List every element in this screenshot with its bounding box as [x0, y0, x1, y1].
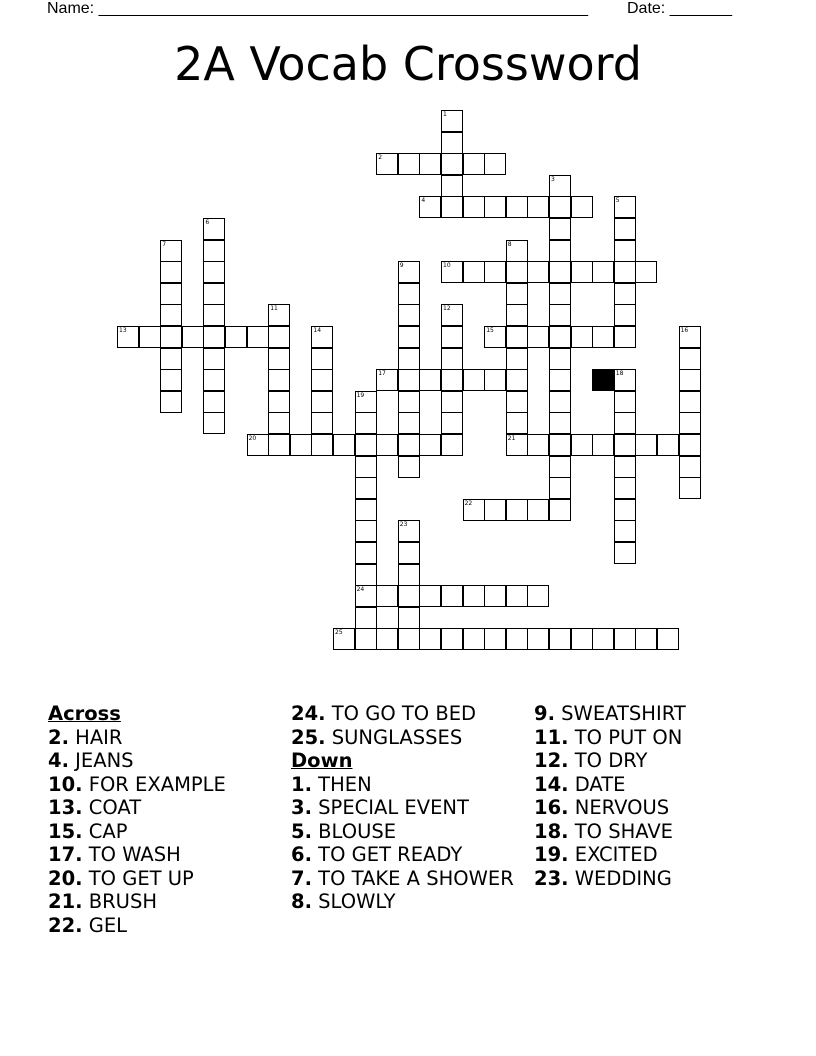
grid-cell[interactable] [117, 326, 139, 348]
grid-cell[interactable] [614, 304, 636, 326]
grid-cell[interactable] [527, 585, 549, 607]
grid-cell[interactable] [398, 326, 420, 348]
clue-item [291, 726, 531, 750]
clue-number: 17 [378, 370, 386, 378]
clue-item [48, 914, 288, 938]
grid-cell[interactable] [441, 369, 463, 391]
grid-cell[interactable] [679, 369, 701, 391]
grid-cell[interactable] [571, 628, 593, 650]
grid-cell[interactable] [549, 326, 571, 348]
clue-item-text: DATE [568, 772, 626, 796]
grid-cell[interactable] [398, 283, 420, 305]
grid-cell[interactable] [679, 348, 701, 370]
grid-cell[interactable] [527, 196, 549, 218]
clue-number: 22 [464, 499, 473, 507]
grid-cell[interactable] [441, 261, 463, 283]
grid-cell[interactable] [614, 520, 636, 542]
grid-cell[interactable] [635, 434, 657, 456]
clue-item [534, 702, 774, 726]
grid-cell[interactable] [506, 434, 528, 456]
grid-cell[interactable] [657, 434, 679, 456]
grid-cell[interactable] [484, 196, 506, 218]
grid-cell[interactable] [268, 412, 290, 434]
grid-cell[interactable] [506, 304, 528, 326]
grid-cell[interactable] [441, 348, 463, 370]
grid-cell[interactable] [398, 542, 420, 564]
grid-cell[interactable] [268, 369, 290, 391]
clue-item [48, 843, 288, 867]
grid-cell[interactable] [592, 628, 614, 650]
grid-cell[interactable] [679, 326, 701, 348]
clue-item-text: TO WASH [82, 843, 181, 866]
grid-cell[interactable] [398, 434, 420, 456]
grid-cell[interactable] [355, 477, 377, 499]
clue-item [534, 867, 774, 891]
grid-cell[interactable] [419, 628, 441, 650]
clue-item-number: 17. [48, 843, 83, 866]
clue-item-number: 8. [291, 890, 312, 913]
grid-cell[interactable] [463, 196, 485, 218]
grid-cell[interactable] [398, 369, 420, 391]
clue-item-number: 1. [291, 772, 312, 796]
clue-number: 16 [680, 327, 689, 334]
grid-cell[interactable] [484, 261, 506, 283]
grid-cell[interactable] [679, 434, 701, 456]
grid-cell[interactable] [441, 412, 463, 434]
grid-cell[interactable] [355, 585, 377, 607]
grid-cell[interactable] [268, 391, 290, 413]
grid-cell[interactable] [571, 326, 593, 348]
grid-cell[interactable] [160, 369, 182, 391]
grid-cell[interactable] [441, 132, 463, 154]
grid-cell[interactable] [679, 391, 701, 413]
clue-item-text: WEDDING [568, 866, 672, 890]
grid-cell[interactable] [203, 240, 225, 262]
grid-cell[interactable] [419, 585, 441, 607]
grid-cell[interactable] [484, 326, 506, 348]
grid-cell[interactable] [398, 520, 420, 542]
clue-number: 8 [507, 240, 512, 248]
grid-cell[interactable] [614, 240, 636, 262]
grid-cell[interactable] [376, 369, 398, 391]
grid-cell[interactable] [527, 261, 549, 283]
clue-item-text: BLOUSE [311, 819, 397, 843]
clue-item-number: 20. [48, 866, 83, 890]
grid-cell[interactable] [203, 412, 225, 434]
grid-cell[interactable] [376, 585, 398, 607]
clue-number: 15 [486, 327, 494, 334]
grid-cell[interactable] [355, 628, 377, 650]
grid-cell[interactable] [311, 326, 333, 348]
grid-cell[interactable] [614, 283, 636, 305]
grid-cell[interactable] [549, 391, 571, 413]
section-heading-down: Down [291, 749, 353, 772]
clue-column-3 [534, 702, 774, 890]
clue-number: 9 [399, 262, 404, 270]
grid-cell[interactable] [419, 196, 441, 218]
grid-cell[interactable] [203, 261, 225, 283]
grid-cell[interactable] [614, 391, 636, 413]
clue-item [48, 773, 288, 797]
grid-cell[interactable] [549, 175, 571, 197]
grid-cell[interactable] [463, 369, 485, 391]
grid-cell[interactable] [441, 304, 463, 326]
grid-cell[interactable] [398, 153, 420, 175]
grid-cell[interactable] [355, 607, 377, 629]
clue-item-number: 2. [48, 725, 69, 749]
grid-cell[interactable] [592, 261, 614, 283]
clue-item-number: 16. [534, 796, 569, 819]
clue-item [291, 890, 531, 914]
grid-cell[interactable] [268, 434, 290, 456]
clue-item-number: 25. [291, 725, 326, 749]
grid-cell[interactable] [527, 499, 549, 521]
clue-number: 7 [162, 240, 167, 248]
clue-item [48, 890, 288, 914]
grid-cell[interactable] [376, 434, 398, 456]
clue-item-text: SPECIAL EVENT [311, 796, 469, 819]
grid-cell[interactable] [506, 585, 528, 607]
clue-number: 13 [119, 327, 127, 334]
grid-cell[interactable] [398, 261, 420, 283]
grid-cell[interactable] [549, 456, 571, 478]
clue-item-text: FOR EXAMPLE [82, 772, 226, 796]
clue-item [291, 867, 531, 891]
grid-cell[interactable] [441, 326, 463, 348]
grid-cell[interactable] [311, 348, 333, 370]
clue-item-number: 13. [48, 796, 83, 819]
grid-cell[interactable] [441, 434, 463, 456]
grid-cell[interactable] [549, 477, 571, 499]
grid-cell[interactable] [160, 261, 182, 283]
grid-cell[interactable] [614, 477, 636, 499]
clue-number: 4 [421, 197, 426, 205]
grid-cell[interactable] [614, 196, 636, 218]
grid-cell[interactable] [679, 456, 701, 478]
clue-number: 24 [356, 586, 365, 594]
clue-number: 11 [270, 305, 278, 313]
grid-cell[interactable] [355, 542, 377, 564]
grid-cell[interactable] [571, 261, 593, 283]
grid-cell[interactable] [614, 412, 636, 434]
grid-cell[interactable] [506, 369, 528, 391]
grid-cell[interactable] [527, 326, 549, 348]
grid-cell[interactable] [182, 326, 204, 348]
grid-cell[interactable] [376, 153, 398, 175]
grid-cell[interactable] [506, 412, 528, 434]
grid-cell[interactable] [355, 412, 377, 434]
grid-cell[interactable] [398, 391, 420, 413]
clue-item [48, 749, 288, 773]
clue-item [534, 749, 774, 773]
grid-cell[interactable] [614, 628, 636, 650]
clue-item-text: COAT [82, 796, 142, 819]
grid-cell[interactable] [441, 628, 463, 650]
clue-item [48, 820, 288, 844]
clue-item-text: TO GET UP [82, 866, 194, 890]
clue-item-number: 11. [534, 725, 569, 749]
grid-cell[interactable] [614, 326, 636, 348]
grid-cell[interactable] [160, 240, 182, 262]
section-heading-across: Across [48, 702, 121, 725]
grid-cell[interactable] [398, 456, 420, 478]
grid-cell[interactable] [657, 628, 679, 650]
clue-item-text: TO SHAVE [568, 819, 673, 843]
grid-cell[interactable] [614, 499, 636, 521]
clue-item-number: 22. [48, 913, 83, 937]
grid-cell[interactable] [549, 283, 571, 305]
page-title: 2A Vocab Crossword [174, 37, 642, 91]
clue-number: 25 [335, 629, 343, 637]
grid-cell[interactable] [592, 326, 614, 348]
grid-cell[interactable] [441, 391, 463, 413]
grid-cell[interactable] [506, 628, 528, 650]
clue-item [534, 773, 774, 797]
clue-item-text: TO GET READY [311, 843, 463, 866]
grid-cell[interactable] [484, 499, 506, 521]
grid-cell[interactable] [484, 628, 506, 650]
grid-cell[interactable] [247, 434, 269, 456]
grid-cell[interactable] [614, 456, 636, 478]
grid-cell[interactable] [139, 326, 161, 348]
clue-item-number: 6. [291, 843, 312, 866]
clue-item-number: 12. [534, 749, 569, 772]
grid-cell[interactable] [463, 153, 485, 175]
grid-cell[interactable] [549, 369, 571, 391]
grid-cell[interactable] [203, 283, 225, 305]
clue-item-number: 15. [48, 819, 83, 843]
grid-cell[interactable] [268, 304, 290, 326]
grid-cell[interactable] [463, 628, 485, 650]
grid-cell[interactable] [225, 326, 247, 348]
grid-cell[interactable] [160, 326, 182, 348]
grid-cell[interactable] [441, 110, 463, 132]
grid-cell[interactable] [203, 304, 225, 326]
grid-cell[interactable] [549, 499, 571, 521]
clue-item [534, 726, 774, 750]
grid-cell[interactable] [398, 304, 420, 326]
clue-item-number: 7. [291, 866, 312, 890]
grid-cell[interactable] [679, 477, 701, 499]
grid-cell[interactable] [355, 391, 377, 413]
grid-cell[interactable] [592, 434, 614, 456]
clue-item [534, 796, 774, 820]
grid-cell[interactable] [419, 434, 441, 456]
clue-item-text: HAIR [68, 725, 123, 749]
clue-number: 10 [443, 262, 451, 270]
clue-item-number: 3. [291, 796, 312, 819]
grid-cell[interactable] [247, 326, 269, 348]
grid-cell[interactable] [311, 391, 333, 413]
grid-cell[interactable] [506, 261, 528, 283]
clue-number: 2 [378, 154, 383, 162]
clue-item [534, 820, 774, 844]
clue-item [48, 867, 288, 891]
grid-cell[interactable] [614, 542, 636, 564]
clue-item-text: TO TAKE A SHOWER [311, 866, 514, 890]
grid-cell[interactable] [506, 196, 528, 218]
clue-item-text: SLOWLY [311, 890, 396, 913]
grid-cell[interactable] [355, 520, 377, 542]
grid-cell[interactable] [398, 412, 420, 434]
grid-cell[interactable] [484, 369, 506, 391]
clue-item-number: 23. [534, 866, 569, 890]
clue-item-number: 21. [48, 890, 83, 913]
grid-cell[interactable] [355, 456, 377, 478]
grid-cell[interactable] [333, 628, 355, 650]
grid-cell[interactable] [419, 153, 441, 175]
grid-cell[interactable] [614, 261, 636, 283]
grid-cell-black [592, 369, 614, 391]
clue-item-number: 9. [534, 702, 555, 725]
grid-cell[interactable] [355, 499, 377, 521]
grid-cell[interactable] [484, 153, 506, 175]
grid-cell[interactable] [571, 434, 593, 456]
clue-item [48, 796, 288, 820]
grid-cell[interactable] [549, 218, 571, 240]
grid-cell[interactable] [398, 348, 420, 370]
clue-number: 19 [356, 391, 365, 399]
clue-number: 5 [615, 197, 620, 205]
grid-cell[interactable] [398, 607, 420, 629]
grid-cell[interactable] [549, 261, 571, 283]
clue-item-text: JEANS [68, 749, 134, 772]
clue-item-number: 14. [534, 772, 569, 796]
grid-cell[interactable] [549, 196, 571, 218]
clue-number: 23 [399, 521, 408, 529]
clue-item-text: CAP [82, 819, 128, 843]
clue-column-1 [48, 702, 288, 937]
grid-cell[interactable] [506, 391, 528, 413]
clue-item [291, 820, 531, 844]
grid-cell[interactable] [549, 412, 571, 434]
grid-cell[interactable] [549, 348, 571, 370]
clue-item-text: EXCITED [568, 843, 658, 866]
clue-item-text: BRUSH [82, 890, 157, 913]
grid-cell[interactable] [160, 348, 182, 370]
grid-cell[interactable] [203, 369, 225, 391]
grid-cell[interactable] [268, 326, 290, 348]
clue-number: 3 [551, 175, 555, 183]
grid-cell[interactable] [311, 434, 333, 456]
grid-cell[interactable] [268, 348, 290, 370]
clue-item-number: 10. [48, 772, 83, 796]
grid-cell[interactable] [527, 434, 549, 456]
grid-cell[interactable] [549, 304, 571, 326]
grid-cell[interactable] [506, 499, 528, 521]
clue-item [291, 796, 531, 820]
date-field-label: Date: _______ [627, 0, 732, 17]
grid-cell[interactable] [506, 348, 528, 370]
clue-item-text: TO PUT ON [568, 725, 683, 749]
grid-cell[interactable] [203, 326, 225, 348]
grid-cell[interactable] [398, 564, 420, 586]
grid-cell[interactable] [571, 196, 593, 218]
clue-number: 1 [443, 111, 447, 118]
grid-cell[interactable] [376, 628, 398, 650]
grid-cell[interactable] [549, 434, 571, 456]
grid-cell[interactable] [203, 218, 225, 240]
grid-cell[interactable] [290, 434, 312, 456]
grid-cell[interactable] [311, 412, 333, 434]
clue-item [291, 773, 531, 797]
grid-cell[interactable] [506, 240, 528, 262]
clue-item-number: 24. [291, 702, 326, 725]
grid-cell[interactable] [160, 304, 182, 326]
clue-number: 6 [205, 219, 210, 226]
grid-cell[interactable] [635, 628, 657, 650]
grid-cell[interactable] [614, 434, 636, 456]
clue-item-number: 5. [291, 819, 312, 843]
clue-number: 20 [248, 435, 257, 442]
clue-item-text: TO DRY [568, 749, 648, 772]
grid-cell[interactable] [679, 412, 701, 434]
grid-cell[interactable] [160, 391, 182, 413]
grid-cell[interactable] [463, 499, 485, 521]
clue-item-text: NERVOUS [568, 796, 670, 819]
grid-cell[interactable] [441, 196, 463, 218]
grid-cell[interactable] [355, 564, 377, 586]
clue-number: 18 [615, 370, 624, 378]
grid-cell[interactable] [203, 348, 225, 370]
grid-cell[interactable] [441, 175, 463, 197]
grid-cell[interactable] [463, 585, 485, 607]
clue-item-text: SUNGLASSES [325, 725, 463, 749]
clue-number: 14 [313, 327, 322, 334]
grid-cell[interactable] [506, 326, 528, 348]
clue-column-2 [291, 702, 531, 914]
grid-cell[interactable] [203, 391, 225, 413]
clue-number: 21 [507, 435, 516, 442]
grid-cell[interactable] [506, 283, 528, 305]
grid-cell[interactable] [311, 369, 333, 391]
grid-cell[interactable] [614, 369, 636, 391]
grid-cell[interactable] [333, 434, 355, 456]
grid-cell[interactable] [441, 153, 463, 175]
clue-item [534, 843, 774, 867]
grid-cell[interactable] [484, 585, 506, 607]
grid-cell[interactable] [419, 369, 441, 391]
clue-item-text: THEN [311, 772, 372, 796]
grid-cell[interactable] [463, 261, 485, 283]
clue-item-text: GEL [82, 913, 128, 937]
clue-number: 12 [443, 305, 451, 313]
grid-cell[interactable] [398, 628, 420, 650]
grid-cell[interactable] [398, 585, 420, 607]
grid-cell[interactable] [549, 628, 571, 650]
clue-item-number: 19. [534, 843, 569, 866]
grid-cell[interactable] [355, 434, 377, 456]
grid-cell[interactable] [614, 218, 636, 240]
clue-item-text: TO GO TO BED [325, 702, 477, 725]
grid-cell[interactable] [635, 261, 657, 283]
grid-cell[interactable] [527, 628, 549, 650]
clue-item [291, 702, 531, 726]
clue-item [48, 726, 288, 750]
clue-item-text: SWEATSHIRT [554, 702, 686, 725]
clue-item-number: 4. [48, 749, 69, 772]
clue-item-number: 18. [534, 819, 569, 843]
grid-cell[interactable] [441, 585, 463, 607]
grid-cell[interactable] [160, 283, 182, 305]
grid-cell[interactable] [549, 240, 571, 262]
clue-item [291, 843, 531, 867]
name-field-label: Name: _______________________________________________________ [47, 0, 588, 17]
